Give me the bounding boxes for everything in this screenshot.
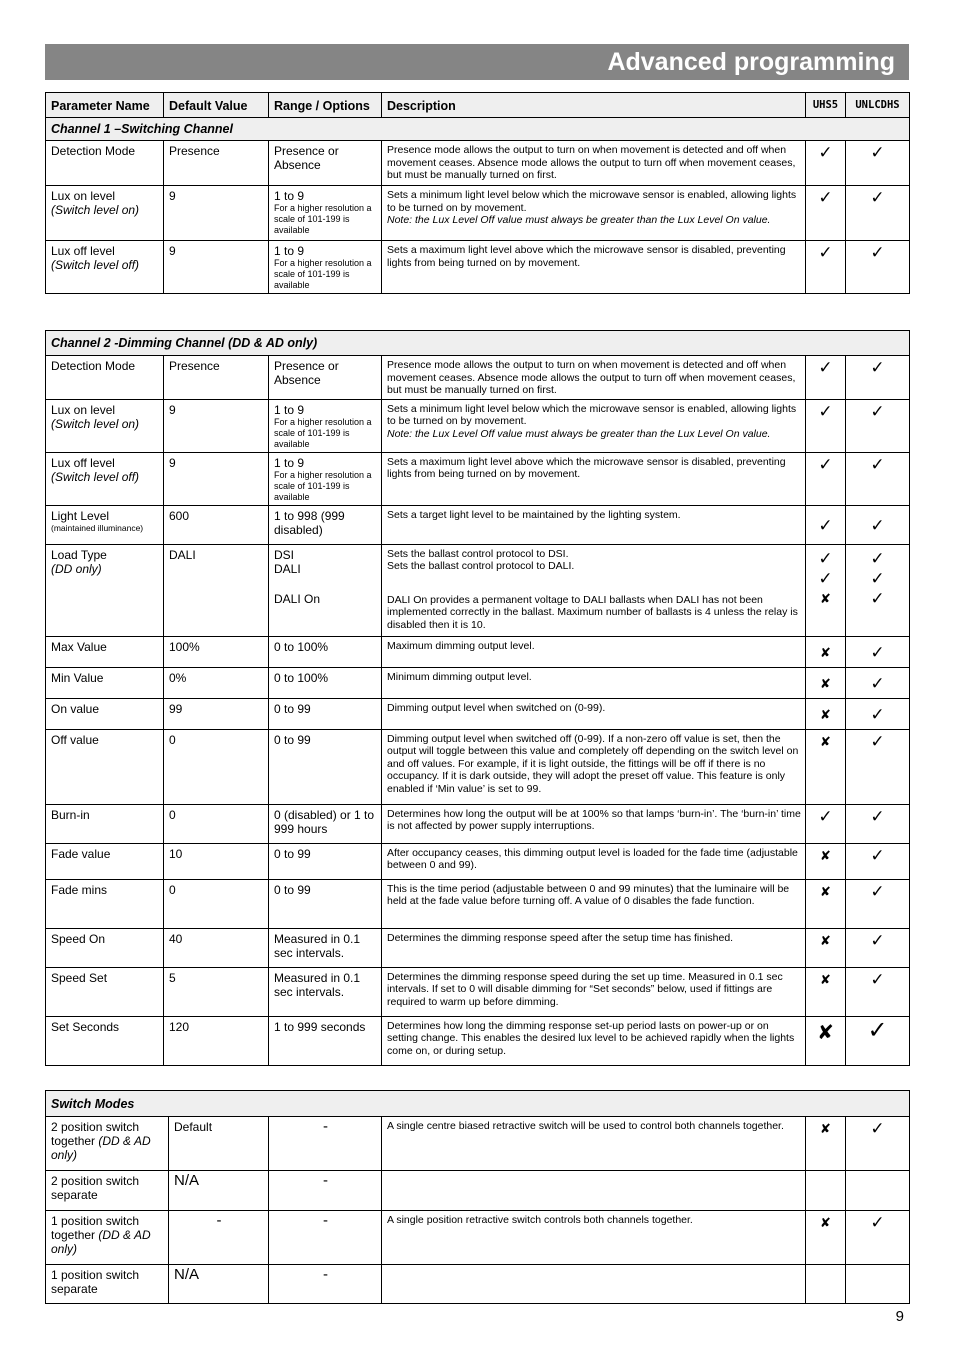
page-number: 9 [895,1308,904,1325]
default-value: 100% [164,636,269,667]
description: Determines the dimming response speed after the setup time has finished. [382,928,806,967]
param-name: Max Value [46,636,164,667]
param-name: Lux off level (Switch level off) [46,241,164,294]
uhs5-support: ✘ [806,1117,846,1171]
page-banner [45,44,909,80]
default-value: 0 [164,804,269,843]
unlcdhs-support: ✓ [846,843,910,879]
default-value: - [169,1211,269,1265]
range-options: - [269,1117,382,1171]
param-name: Detection Mode [46,141,164,186]
table-row [46,667,910,698]
description: Determines the dimming response speed during the set up time. Measured in 0.1 sec intervals. If set to 0 will disable dimming for “Set seconds” below, used if fittings are required to warm up before dimming. [382,967,806,1016]
section-row [46,331,910,356]
description: Minimum dimming output level. [382,667,806,698]
default-value: 9 [164,452,269,505]
param-name: Set Seconds [46,1016,164,1065]
table-row [46,1016,910,1065]
table-row [46,241,910,294]
uhs5-support: ✓ [806,804,846,843]
default-value: 0% [164,667,269,698]
range-options: 0 to 100% [269,667,382,698]
table-row [46,356,910,400]
col-header-unlcdhs: UNLCDHS [846,93,910,118]
range-options: - [269,1211,382,1265]
unlcdhs-support: ✓ [846,186,910,241]
description [382,1265,806,1304]
uhs5-support: ✘ [806,1016,846,1065]
description: Determines how long the output will be at 100% so that lamps ‘burn-in’. The ‘burn-in’ time is not affected by power supply interruptions. [382,804,806,843]
range-options: 1 to 9 For a higher resolution a scale of 101-199 is available [269,186,382,241]
range-options: 0 to 99 [269,843,382,879]
default-value: Presence [164,141,269,186]
table-row [46,1171,910,1211]
param-name: Lux on level (Switch level on) [46,186,164,241]
uhs5-support: ✘ [806,1211,846,1265]
default-value: Presence [164,356,269,400]
table-row [46,636,910,667]
uhs5-support: ✓ [806,186,846,241]
range-options: 1 to 9 For a higher resolution a scale of 101-199 is available [269,452,382,505]
uhs5-support [806,1171,846,1211]
unlcdhs-support: ✓ [846,1211,910,1265]
param-name: Burn-in [46,804,164,843]
param-name: Lux off level (Switch level off) [46,452,164,505]
param-name: Load Type (DD only) [46,544,164,636]
col-header-default: Default Value [164,93,269,118]
default-value: N/A [169,1265,269,1304]
range-options: 0 to 100% [269,636,382,667]
description: Sets a minimum light level below which the microwave sensor is enabled, allowing lights to be turned on by movement. Note: the Lux Level Off value must always be greater than the Lux Level On value. [382,399,806,452]
table-row [46,141,910,186]
param-name: Light Level (maintained illuminance) [46,505,164,544]
unlcdhs-support: ✓ [846,505,910,544]
range-options: 0 (disabled) or 1 to 999 hours [269,804,382,843]
description: Sets a target light level to be maintained by the lighting system. [382,505,806,544]
default-value: 0 [164,729,269,804]
table-row [46,698,910,729]
description: Sets the ballast control protocol to DSI. Sets the ballast control protocol to DALI. DALI On provides a permanent voltage to DALI ballasts when DALI has not been implemented correctly in the ballast. Maximum number of ballasts is 4 unless the relay is disabled then it is 10. [382,544,806,636]
unlcdhs-support: ✓ [846,967,910,1016]
unlcdhs-support: ✓ [846,1117,910,1171]
range-options: - [269,1171,382,1211]
param-name: 2 position switch together (DD & AD only) [46,1117,169,1171]
unlcdhs-support: ✓ [846,667,910,698]
table-row [46,399,910,452]
description: Dimming output level when switched on (0-99). [382,698,806,729]
unlcdhs-support: ✓ [846,804,910,843]
unlcdhs-support: ✓ [846,879,910,928]
range-options: Presence or Absence [269,356,382,400]
uhs5-support: ✘ [806,698,846,729]
table-row [46,967,910,1016]
default-value: DALI [164,544,269,636]
channel-1-table [45,92,910,294]
uhs5-support: ✓ [806,241,846,294]
uhs5-support: ✓ [806,452,846,505]
default-value: N/A [169,1171,269,1211]
uhs5-support: ✘ [806,843,846,879]
description: Sets a maximum light level above which the microwave sensor is disabled, preventing lights from being turned on by movement. [382,452,806,505]
param-name: 2 position switch separate [46,1171,169,1211]
range-options: - [269,1265,382,1304]
unlcdhs-support: ✓ [846,636,910,667]
param-name: 1 position switch separate [46,1265,169,1304]
unlcdhs-support: ✓ ✓ ✓ [846,544,910,636]
unlcdhs-support: ✓ [846,928,910,967]
description: A single centre biased retractive switch will be used to control both channels together. [382,1117,806,1171]
table-row [46,1265,910,1304]
uhs5-support: ✓ [806,505,846,544]
table-row [46,1211,910,1265]
section-row [46,118,910,141]
param-name: Speed Set [46,967,164,1016]
default-value: 99 [164,698,269,729]
description: Maximum dimming output level. [382,636,806,667]
default-value: 9 [164,186,269,241]
unlcdhs-support: ✓ [846,399,910,452]
unlcdhs-support: ✓ [846,1016,910,1065]
default-value: Default [169,1117,269,1171]
description: Sets a minimum light level below which the microwave sensor is enabled, allowing lights to be turned on by movement. Note: the Lux Level Off value must always be greater than the Lux Level On value. [382,186,806,241]
range-options: 1 to 999 seconds [269,1016,382,1065]
unlcdhs-support [846,1265,910,1304]
range-options: 0 to 99 [269,879,382,928]
table-row-load-type [46,544,910,636]
table-row [46,505,910,544]
col-header-uhs5: UHS5 [806,93,846,118]
description: Sets a maximum light level above which the microwave sensor is disabled, preventing lights from being turned on by movement. [382,241,806,294]
uhs5-support: ✘ [806,636,846,667]
uhs5-support: ✓ [806,141,846,186]
table-row [46,1117,910,1171]
default-value: 9 [164,241,269,294]
range-options: 0 to 99 [269,698,382,729]
param-name: Lux on level (Switch level on) [46,399,164,452]
table-row [46,452,910,505]
description [382,1171,806,1211]
unlcdhs-support: ✓ [846,241,910,294]
param-name: Fade mins [46,879,164,928]
col-header-parameter: Parameter Name [46,93,164,118]
unlcdhs-support: ✓ [846,729,910,804]
default-value: 5 [164,967,269,1016]
table-row [46,186,910,241]
range-options: Presence or Absence [269,141,382,186]
description: After occupancy ceases, this dimming output level is loaded for the fade time (adjustable between 0 and 99). [382,843,806,879]
table-row [46,928,910,967]
section-title: Channel 1 –Switching Channel [46,118,910,141]
default-value: 120 [164,1016,269,1065]
page-title: Advanced programming [607,48,895,76]
uhs5-support [806,1265,846,1304]
table-row [46,729,910,804]
description: Presence mode allows the output to turn on when movement is detected and off when movement ceases. Absence mode allows the output to turn off when movement ceases, but must be manually turned on first. [382,141,806,186]
col-header-range: Range / Options [269,93,382,118]
channel-2-table [45,330,910,1066]
default-value: 600 [164,505,269,544]
uhs5-support: ✓ [806,399,846,452]
range-options: DSI DALI DALI On [269,544,382,636]
range-options: Measured in 0.1 sec intervals. [269,928,382,967]
col-header-description: Description [382,93,806,118]
default-value: 0 [164,879,269,928]
description: Presence mode allows the output to turn on when movement is detected and off when movement ceases. Absence mode allows the output to turn off when movement ceases, but must be manually turned on first. [382,356,806,400]
param-name: On value [46,698,164,729]
range-options: Measured in 0.1 sec intervals. [269,967,382,1016]
section-row [46,1091,910,1117]
table-header-row [46,93,910,118]
uhs5-support: ✘ [806,729,846,804]
param-name: Detection Mode [46,356,164,400]
param-name: Fade value [46,843,164,879]
param-name: Speed On [46,928,164,967]
uhs5-support: ✓ ✓ ✘ [806,544,846,636]
param-name: Off value [46,729,164,804]
uhs5-support: ✘ [806,879,846,928]
table-row [46,843,910,879]
uhs5-support: ✘ [806,667,846,698]
uhs5-support: ✘ [806,928,846,967]
section-title: Switch Modes [46,1091,910,1117]
range-options: 1 to 9 For a higher resolution a scale of 101-199 is available [269,399,382,452]
range-options: 1 to 998 (999 disabled) [269,505,382,544]
table-row [46,804,910,843]
unlcdhs-support [846,1171,910,1211]
switch-modes-table [45,1090,910,1304]
range-options: 0 to 99 [269,729,382,804]
range-options: 1 to 9 For a higher resolution a scale of 101-199 is available [269,241,382,294]
default-value: 9 [164,399,269,452]
description: This is the time period (adjustable between 0 and 99 minutes) that the luminaire will be held at the fade value before turning off. A value of 0 disables the fade function. [382,879,806,928]
description: Dimming output level when switched off (0-99). If a non-zero off value is set, then the output will toggle between this value and completely off depending on the switch level on and off values. For example, if it is light outside, the fittings will be off if there is no occupancy. If it is dark outside, they will adopt the preset off value. This feature is only enabled if ‘Min value’ is set to 99. [382,729,806,804]
section-title: Channel 2 -Dimming Channel (DD & AD only) [46,331,910,356]
default-value: 10 [164,843,269,879]
description: A single position retractive switch controls both channels together. [382,1211,806,1265]
table-row [46,879,910,928]
unlcdhs-support: ✓ [846,452,910,505]
param-name: 1 position switch together (DD & AD only) [46,1211,169,1265]
default-value: 40 [164,928,269,967]
unlcdhs-support: ✓ [846,356,910,400]
unlcdhs-support: ✓ [846,141,910,186]
uhs5-support: ✓ [806,356,846,400]
param-name: Min Value [46,667,164,698]
uhs5-support: ✘ [806,967,846,1016]
description: Determines how long the dimming response set-up period lasts on power-up or on setting change. This enables the desired lux level to be achieved rapidly when the lights come on, or during setup. [382,1016,806,1065]
unlcdhs-support: ✓ [846,698,910,729]
